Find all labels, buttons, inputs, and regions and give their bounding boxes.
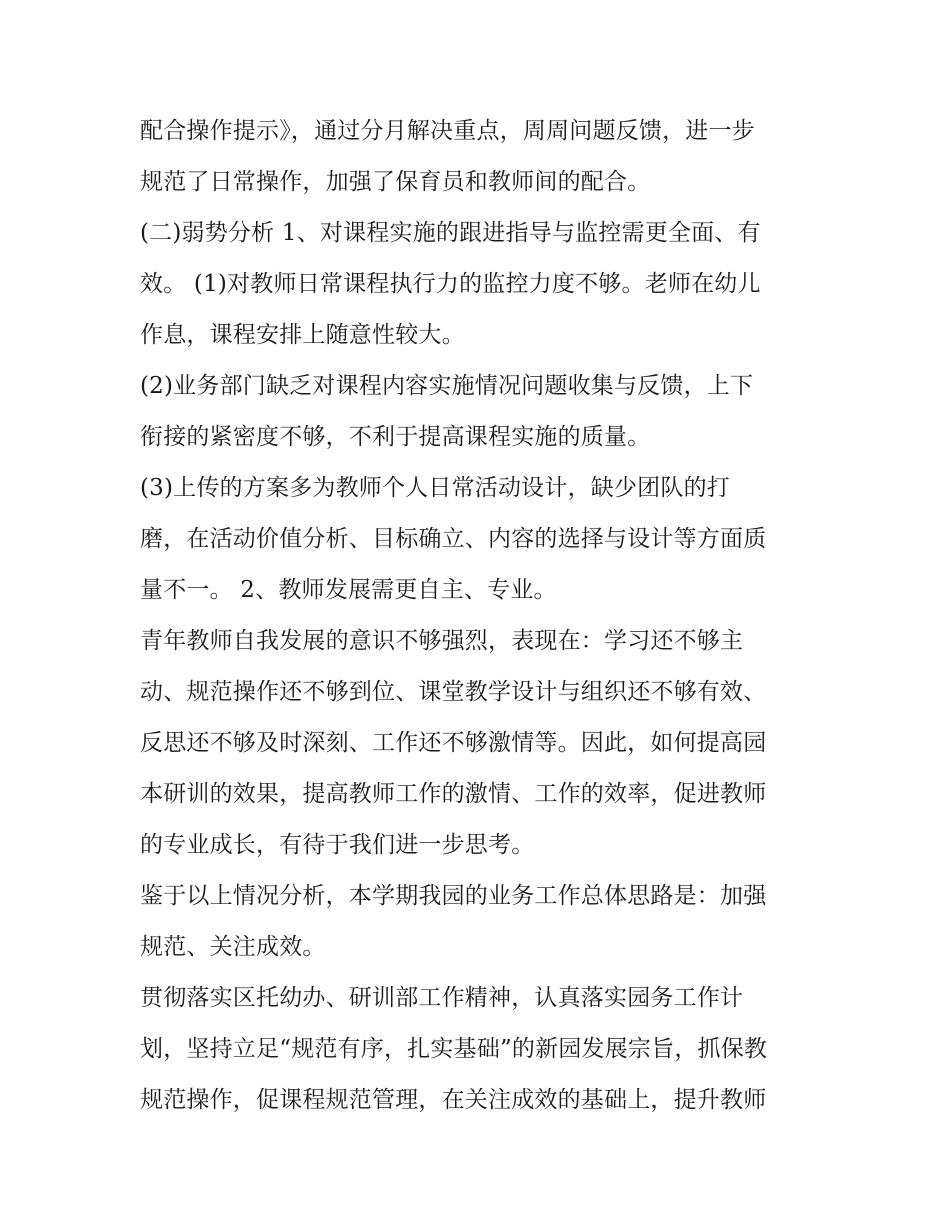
text-line-15: 的专业成长，有待于我们进一步思考。 [140,832,535,858]
text-line-4: 效。 (1)对教师日常课程执行力的监控力度不够。老师在幼儿 [140,271,761,297]
text-line-16: 鉴于以上情况分析，本学期我园的业务工作总体思路是：加强 [140,883,767,909]
text-line-9: 磨，在活动价值分析、目标确立、内容的选择与设计等方面质 [140,526,767,552]
text-line-8: (3)上传的方案多为教师个人日常活动设计，缺少团队的打 [140,475,730,501]
text-line-11: 青年教师自我发展的意识不够强烈，表现在：学习还不够主 [140,628,744,654]
text-line-5: 作息，课程安排上随意性较大。 [140,322,465,348]
body-text [140,106,820,1126]
text-line-13: 反思还不够及时深刻、工作还不够激情等。因此，如何提高园 [140,730,767,756]
text-line-17: 规范、关注成效。 [140,934,326,960]
text-line-3: (二)弱势分析 1、对课程实施的跟进指导与监控需更全面、有 [140,220,761,246]
text-line-19: 划，坚持立足“规范有序，扎实基础”的新园发展宗旨，抓保教 [140,1036,768,1062]
text-line-10: 量不一。 2、教师发展需更自主、专业。 [140,577,557,603]
text-line-20: 规范操作，促课程规范管理，在关注成效的基础上，提升教师 [140,1087,767,1113]
text-line-18: 贯彻落实区托幼办、研训部工作精神，认真落实园务工作计 [140,985,744,1011]
text-line-6: (2)业务部门缺乏对课程内容实施情况问题收集与反馈，上下 [140,373,754,399]
text-line-2: 规范了日常操作，加强了保育员和教师间的配合。 [140,169,651,195]
text-line-14: 本研训的效果，提高教师工作的激情、工作的效率，促进教师 [140,781,767,807]
text-line-1: 配合操作提示》，通过分月解决重点，周周问题反馈，进一步 [140,118,755,144]
text-line-7: 衔接的紧密度不够，不利于提高课程实施的质量。 [140,424,651,450]
text-line-12: 动、规范操作还不够到位、课堂教学设计与组织还不够有效、 [140,679,767,705]
